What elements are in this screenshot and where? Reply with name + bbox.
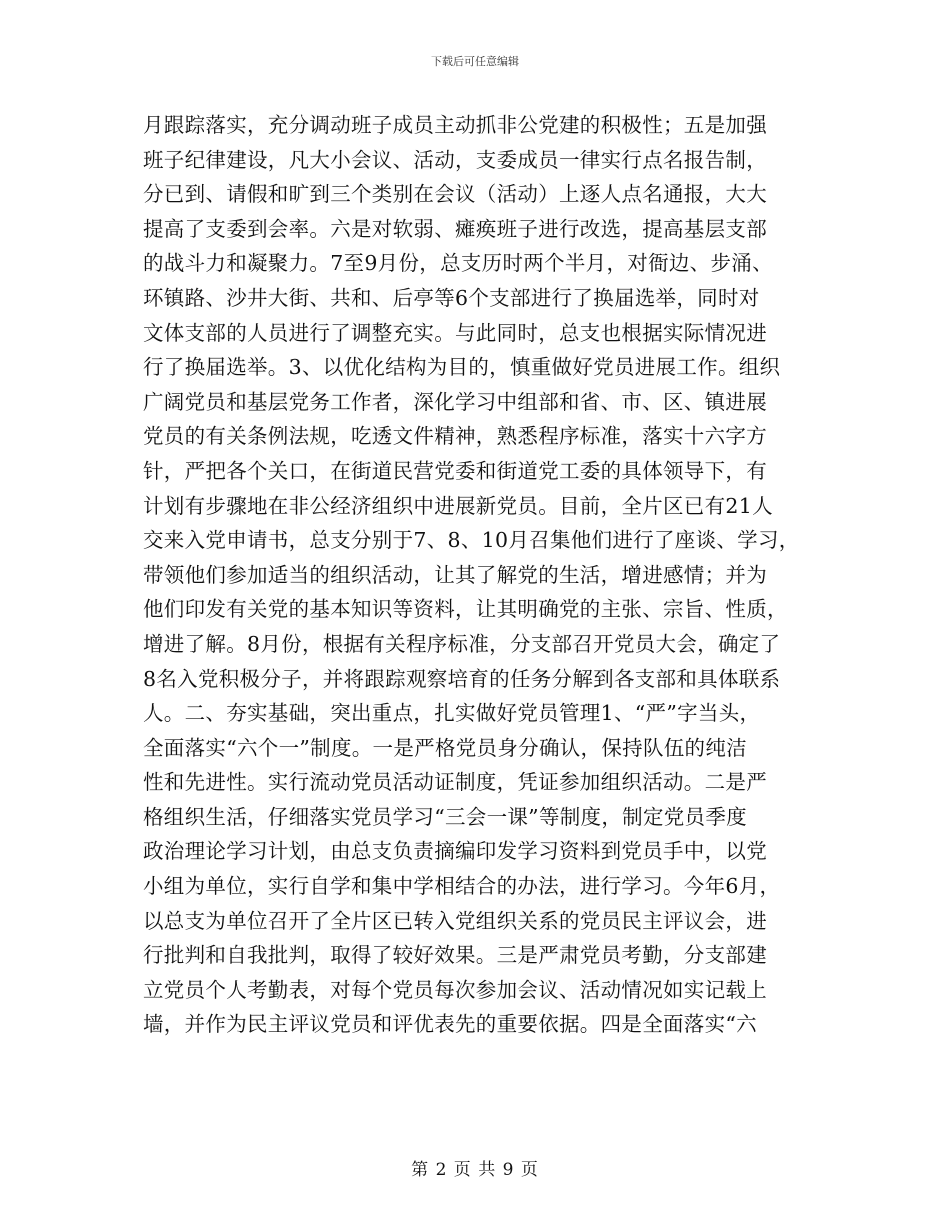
text-line: 小组为单位，实行自学和集中学相结合的办法，进行学习。今年6月，	[143, 874, 781, 899]
text-line: 他们印发有关党的基本知识等资料，让其明确党的主张、宗旨、性质，	[143, 597, 788, 622]
text-line: 分已到、请假和旷到三个类别在会议（活动）上逐人点名通报，大大	[143, 182, 767, 207]
text-line: 以总支为单位召开了全片区已转入党组织关系的党员民主评议会，进	[143, 908, 767, 933]
text-line: 提高了支委到会率。六是对软弱、瘫痪班子进行改选，提高基层支部	[143, 216, 767, 241]
text-line: 的战斗力和凝聚力。7至9月份，总支历时两个半月，对衙边、步涌、	[143, 251, 773, 276]
text-line: 8名入党积极分子，并将跟踪观察培育的任务分解到各支部和具体联系	[143, 666, 781, 691]
text-line: 政治理论学习计划，由总支负责摘编印发学习资料到党员手中，以党	[143, 839, 767, 864]
text-line: 计划有步骤地在非公经济组织中进展新党员。目前，全片区已有21人	[143, 493, 773, 518]
text-line: 增进了解。8月份，根据有关程序标准，分支部召开党员大会，确定了	[143, 631, 781, 656]
text-line: 带领他们参加适当的组织活动，让其了解党的生活，增进感情；并为	[143, 562, 767, 587]
text-line: 环镇路、沙井大街、共和、后亭等6个支部进行了换届选举，同时对	[143, 285, 760, 310]
text-line: 性和先进性。实行流动党员活动证制度，凭证参加组织活动。二是严	[143, 770, 767, 795]
body-text	[143, 108, 823, 1042]
text-line: 班子纪律建设，凡大小会议、活动，支委成员一律实行点名报告制，	[143, 147, 767, 172]
text-line: 党员的有关条例法规，吃透文件精神，熟悉程序标准，落实十六字方	[143, 424, 767, 449]
text-line: 月跟踪落实，充分调动班子成员主动抓非公党建的积极性；五是加强	[143, 113, 767, 137]
text-line: 人。二、夯实基础，突出重点，扎实做好党员管理1、“严”字当头，	[143, 701, 761, 726]
text-line: 全面落实“六个一”制度。一是严格党员身分确认，保持队伍的纯洁	[143, 735, 747, 760]
page-header: 下载后可任意编辑	[431, 55, 519, 68]
text-line: 墙，并作为民主评议党员和评优表先的重要依据。四是全面落实“六	[143, 1012, 757, 1037]
text-line: 行了换届选举。3、以优化结构为目的，慎重做好党员进展工作。组织	[143, 355, 781, 380]
page-number-footer: 第 2 页 共 9 页	[411, 1160, 539, 1180]
text-line: 广阔党员和基层党务工作者，深化学习中组部和省、市、区、镇进展	[143, 389, 767, 414]
text-line: 行批判和自我批判，取得了较好效果。三是严肃党员考勤，分支部建	[143, 943, 767, 968]
text-line: 针，严把各个关口，在街道民营党委和街道党工委的具体领导下，有	[143, 458, 767, 483]
text-line: 立党员个人考勤表，对每个党员每次参加会议、活动情况如实记载上	[143, 977, 767, 1002]
text-line: 交来入党申请书，总支分别于7、8、10月召集他们进行了座谈、学习，	[143, 528, 800, 553]
text-line: 格组织生活，仔细落实党员学习“三会一课”等制度，制定党员季度	[143, 804, 747, 829]
text-line: 文体支部的人员进行了调整充实。与此同时，总支也根据实际情况进	[143, 320, 767, 345]
